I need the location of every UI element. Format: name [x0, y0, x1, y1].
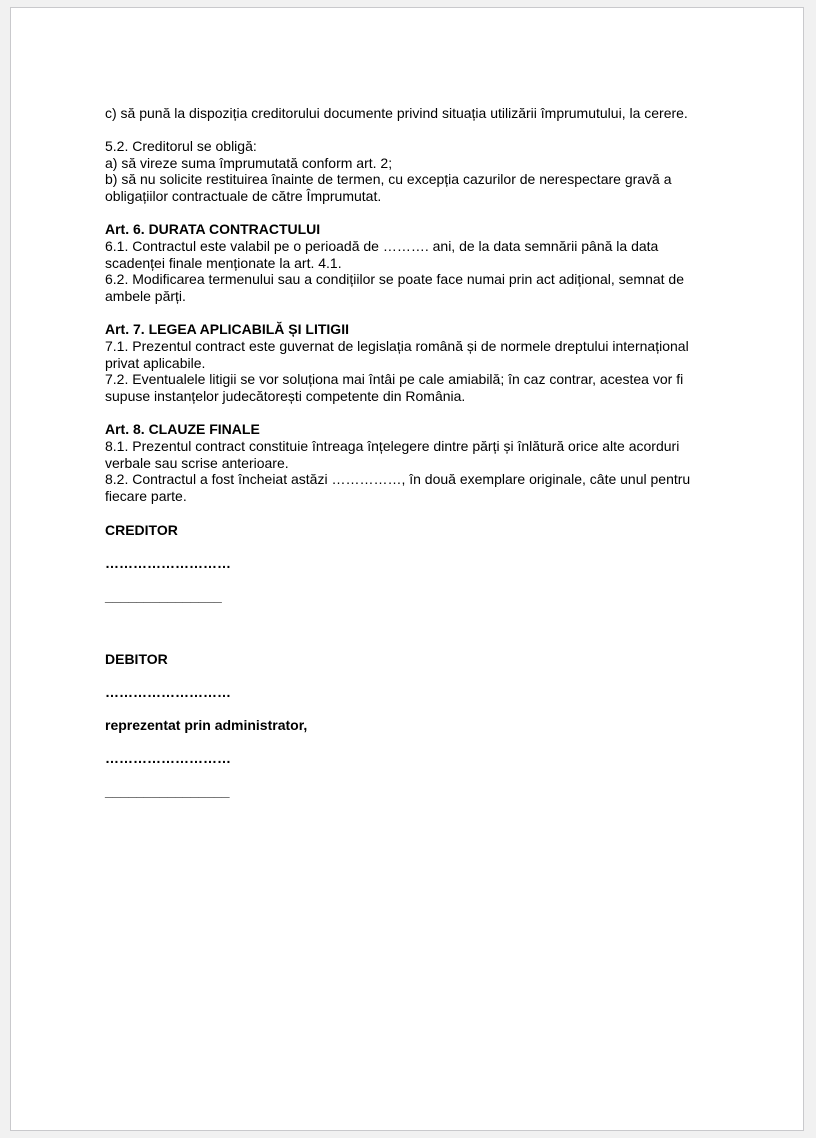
clause-7-2: 7.2. Eventualele litigii se vor soluționa mai întâi pe cale amiabilă; în caz contrar, acestea vor fi supuse instanțelor judecătorești competente din România.: [105, 371, 684, 405]
debitor-name-dots: ………………………: [105, 684, 231, 701]
debitor-signature-line: ________________: [105, 782, 230, 799]
creditor-label: CREDITOR: [105, 521, 178, 538]
debitor-label: DEBITOR: [105, 651, 168, 668]
clause-8-1: 8.1. Prezentul contract constituie întreaga înțelegere dintre părți și înlătură orice alte acorduri verbale sau scrise anterioare.: [105, 437, 680, 471]
clause-5-2-a: a) să vireze suma împrumutată conform art. 2;: [105, 154, 393, 171]
document-page: [10, 7, 804, 1131]
clause-6-1: 6.1. Contractul este valabil pe o perioadă de ………. ani, de la data semnării până la data scadenței finale menționate la art. 4.1.: [105, 237, 659, 271]
creditor-signature-line: _______________: [105, 587, 222, 604]
article-6-heading: Art. 6. DURATA CONTRACTULUI: [105, 220, 321, 237]
clause-8-2: 8.2. Contractul a fost încheiat astăzi ……………, în două exemplare originale, câte unul pentru fiecare parte.: [105, 471, 691, 505]
clause-5-2-b: b) să nu solicite restituirea înainte de termen, cu excepția cazurilor de nerespectare gravă a obligațiilor contractuale de către Împrumutat.: [105, 171, 672, 205]
representative-name-dots: ………………………: [105, 749, 231, 766]
article-7-heading: Art. 7. LEGEA APLICABILĂ ȘI LITIGII: [105, 320, 349, 337]
clause-7-1: 7.1. Prezentul contract este guvernat de legislația română și de normele dreptului internațional privat aplicabile.: [105, 337, 689, 371]
article-8-heading: Art. 8. CLAUZE FINALE: [105, 420, 260, 437]
clause-6-2: 6.2. Modificarea termenului sau a condițiilor se poate face numai prin act adițional, semnat de ambele părți.: [105, 271, 684, 305]
clause-5-1-c: c) să pună la dispoziția creditorului documente privind situația utilizării împrumutului, la cerere.: [105, 105, 688, 121]
clause-5-2-title: 5.2. Creditorul se obligă:: [105, 137, 257, 154]
creditor-name-dots: ………………………: [105, 554, 231, 571]
representative-label: reprezentat prin administrator,: [105, 716, 308, 733]
document-body: [105, 105, 715, 799]
